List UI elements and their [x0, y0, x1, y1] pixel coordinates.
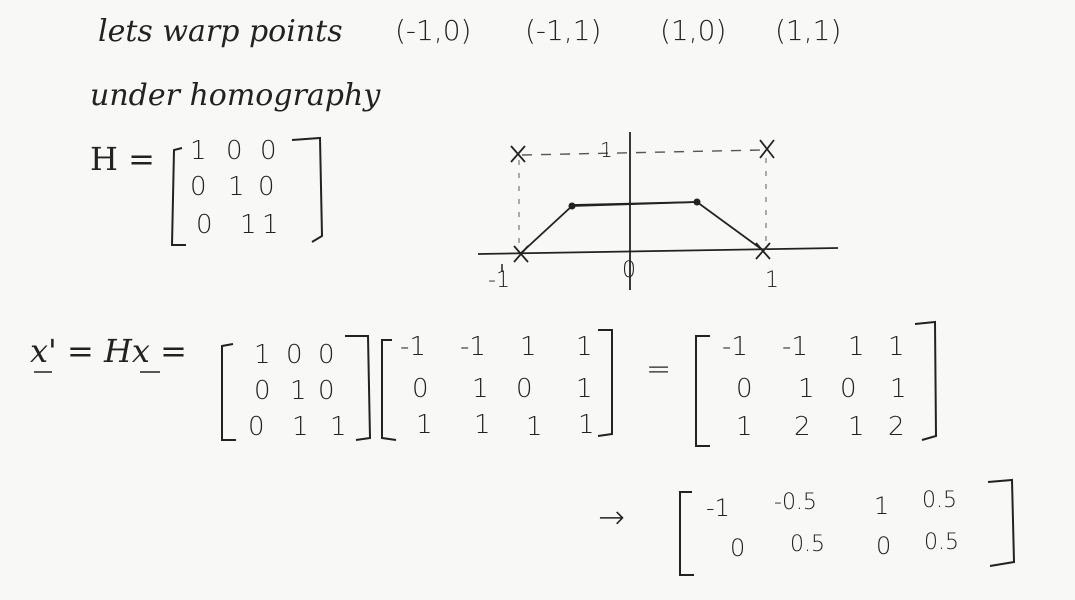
eq-h-bracket-right	[345, 336, 370, 440]
h-entry: 1	[240, 210, 257, 240]
result-arrow: →	[598, 498, 625, 536]
h-bracket-right	[292, 138, 322, 242]
eq-h-entry: 0	[318, 376, 335, 406]
eq-h-entry: 1	[292, 412, 309, 442]
cross-top-left	[511, 146, 525, 162]
r-entry: 1	[798, 374, 815, 404]
eq-h-entry: 0	[248, 412, 265, 442]
r-entry: 1	[848, 412, 865, 442]
x-entry: 0	[516, 374, 533, 404]
point-4: (1,1)	[775, 14, 842, 47]
res-entry: 0	[876, 532, 892, 560]
r-entry: -1	[782, 332, 808, 362]
eq-h-entry: 1	[290, 376, 307, 406]
res-bracket-right	[988, 480, 1014, 566]
r-entry: 1	[848, 332, 865, 362]
h-entry: 1	[262, 210, 279, 240]
cross-top-right	[760, 140, 774, 158]
res-entry: 0.5	[924, 530, 959, 555]
h-entry: 0	[258, 172, 275, 202]
h-entry: 0	[190, 172, 207, 202]
res-entry: 0.5	[790, 532, 825, 557]
point-3: (1,0)	[660, 14, 727, 47]
h-bracket-left	[172, 148, 186, 245]
h-entry: 1	[190, 136, 207, 166]
eq-h-entry: 0	[286, 340, 303, 370]
point-1: (-1,0)	[395, 14, 472, 47]
x-entry: -1	[460, 332, 486, 362]
x-entry: 1	[576, 332, 593, 362]
r-bracket-left	[696, 336, 710, 446]
res-bracket-left	[680, 492, 694, 575]
x-entry: 1	[474, 410, 491, 440]
h-entry: 0	[260, 136, 277, 166]
intro-text-line2: under homography	[90, 78, 381, 113]
res-entry: 1	[874, 492, 890, 520]
equals-sign: =	[646, 352, 672, 387]
r-bracket-right	[915, 322, 936, 440]
h-entry: 0	[226, 136, 243, 166]
tick-left: -1	[488, 268, 510, 293]
cross-bottom-right	[756, 243, 770, 259]
r-entry: 2	[794, 412, 811, 442]
x-entry: 1	[520, 332, 537, 362]
res-entry: 0.5	[922, 488, 957, 513]
warped-shape	[520, 202, 764, 254]
res-entry: -1	[706, 494, 730, 522]
intro-text-line1: lets warp points	[98, 14, 343, 49]
r-entry: 0	[736, 374, 753, 404]
x-entry: 1	[576, 374, 593, 404]
eq-h-entry: 1	[254, 340, 271, 370]
r-entry: -1	[722, 332, 748, 362]
tick-origin: 0	[622, 258, 636, 283]
r-entry: 1	[890, 374, 907, 404]
res-entry: -0.5	[774, 490, 817, 515]
eq-h-bracket-left	[222, 344, 236, 440]
x-entry: 1	[578, 410, 595, 440]
tick-top: 1	[600, 138, 613, 162]
equation-lhs: x' = Hx =	[30, 332, 187, 370]
warped-point-right	[694, 199, 701, 206]
x-entry: 0	[412, 374, 429, 404]
h-entry: 0	[196, 210, 213, 240]
x-bracket-left	[382, 340, 396, 440]
tick-right: 1	[765, 268, 779, 293]
eq-h-entry: 0	[318, 340, 335, 370]
dashed-top	[522, 150, 762, 155]
r-entry: 0	[840, 374, 857, 404]
r-entry: 1	[736, 412, 753, 442]
x-entry: 1	[416, 410, 433, 440]
eq-h-entry: 0	[254, 376, 271, 406]
r-entry: 1	[888, 332, 905, 362]
x-entry: 1	[526, 412, 543, 442]
x-entry: 1	[472, 374, 489, 404]
r-entry: 2	[888, 412, 905, 442]
x-bracket-right	[598, 330, 612, 436]
h-entry: 1	[228, 172, 245, 202]
res-entry: 0	[730, 534, 746, 562]
h-label: H =	[90, 140, 155, 178]
point-2: (-1,1)	[525, 14, 602, 47]
x-axis	[478, 248, 838, 254]
warped-point-left	[569, 203, 576, 210]
x-entry: -1	[400, 332, 426, 362]
eq-h-entry: 1	[330, 412, 347, 442]
